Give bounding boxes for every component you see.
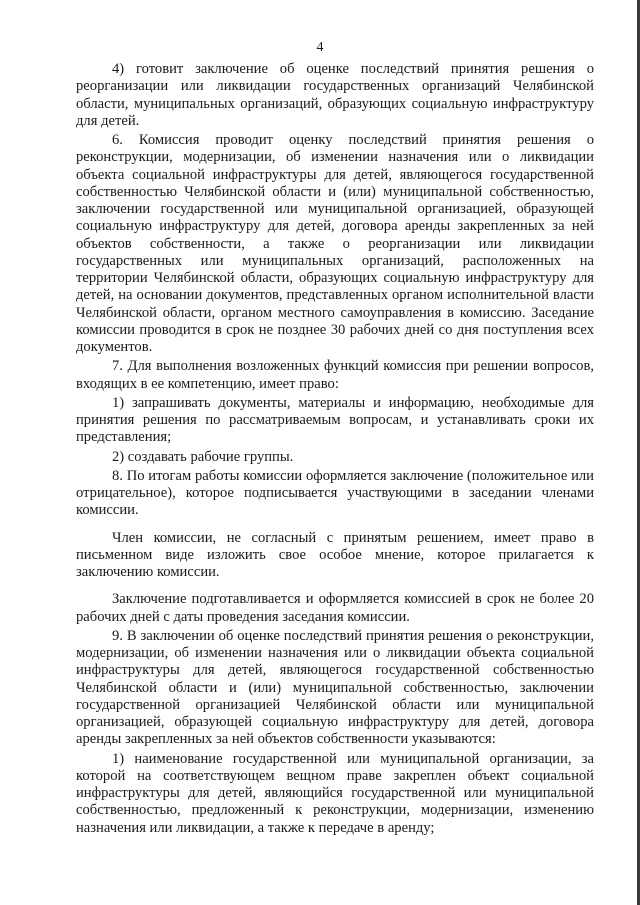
paragraph: 8. По итогам работы комиссии оформляется заключение (положительное или отрицательное), которое подписывается участвующими в заседании членами комиссии. bbox=[76, 467, 594, 519]
paragraph: 1) запрашивать документы, материалы и информацию, необходимые для принятия решения по рассматриваемым вопросам, и устанавливать сроки их представления; bbox=[76, 394, 594, 446]
paragraph: 6. Комиссия проводит оценку последствий принятия решения о реконструкции, модернизации, об изменении назначения или о ликвидации объекта социальной инфраструктуры для детей, являющегося государственной собственностью Челябинской области и (или) муниципальной собственностью, заключении государственной или муниципальной организацией, образующей социальную инфраструктуру для детей, договора аренды закрепленных за ней объектов собственности, а также о реорганизации или ликвидации государственных или муниципальных организаций, расположенных на территории Челябинской области, образующих социальную инфраструктуру для детей, на основании документов, представленных органом исполнительной власти Челябинской области, органом местного самоуправления в комиссию. Заседание комиссии проводится в срок не позднее 30 рабочих дней со дня поступления всех документов. bbox=[76, 132, 594, 355]
paragraph: 9. В заключении об оценке последствий принятия решения о реконструкции, модернизации, об изменении назначения или о ликвидации объекта социальной инфраструктуры для детей, являющегося государственной собственностью Челябинской области и (или) муниципальной собственностью, заключении государственной организацией Челябинской области или муниципальной организацией, образующей социальную инфраструктуру для детей, договора аренды закрепленных за ней объектов собственности указываются: bbox=[76, 627, 594, 748]
paragraph: Член комиссии, не согласный с принятым решением, имеет право в письменном виде изложить свое особое мнение, которое прилагается к заключению комиссии. bbox=[76, 529, 594, 580]
paragraph: 7. Для выполнения возложенных функций комиссия при решении вопросов, входящих в ее компетенцию, имеет право: bbox=[76, 358, 594, 392]
paragraph: 4) готовит заключение об оценке последствий принятия решения о реорганизации или ликвидации государственных организаций Челябинской области, муниципальных организаций, образующих социальную инфраструктуру для детей. bbox=[76, 61, 594, 129]
document-body bbox=[76, 61, 594, 839]
paragraph: Заключение подготавливается и оформляется комиссией в срок не более 20 рабочих дней с даты проведения заседания комиссии. bbox=[76, 591, 594, 625]
page-number: 4 bbox=[316, 40, 324, 55]
paragraph: 2) создавать рабочие группы. bbox=[112, 448, 294, 465]
paragraph: 1) наименование государственной или муниципальной организации, за которой на соответствующем вещном праве закреплен объект социальной инфраструктуры для детей, являющийся государственной или муниципальной собственностью, предложенный к реконструкции, модернизации, изменению назначения или ликвидации, а также к передаче в аренду; bbox=[76, 750, 594, 836]
